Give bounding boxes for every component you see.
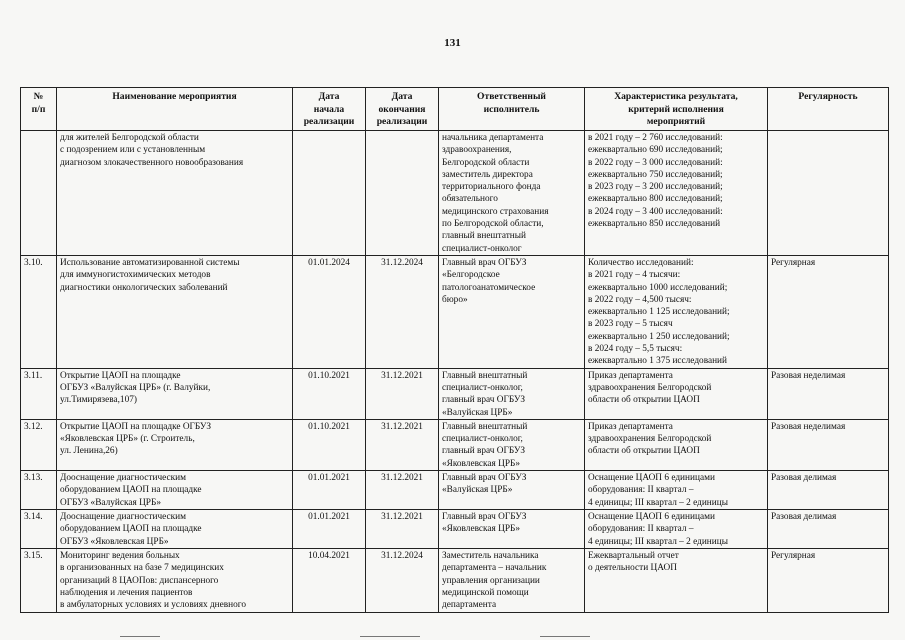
- header-responsible-line: исполнитель: [483, 103, 540, 115]
- activity-name-line: Дооснащение диагностическим: [60, 473, 186, 484]
- activity-name-line: Дооснащение диагностическим: [60, 512, 186, 523]
- activity-name-line: Использование автоматизированной системы: [60, 257, 240, 268]
- end-date: [366, 131, 439, 256]
- activities-table: [20, 87, 889, 613]
- table-row: [21, 255, 889, 368]
- result: [585, 510, 768, 549]
- responsible-line: «Яковлевская ЦРБ»: [442, 458, 521, 469]
- responsible-line: по Белгородской области,: [442, 219, 544, 230]
- regularity: Разовая делимая: [768, 510, 889, 549]
- result: [585, 548, 768, 612]
- row-number: [21, 131, 57, 256]
- result-line: в 2024 году – 5,5 тысяч:: [588, 344, 683, 355]
- result-line: Количество исследований:: [588, 257, 694, 268]
- header-result-line: Характеристика результата,: [614, 91, 738, 102]
- responsible-line: Главный внештатный: [442, 370, 528, 381]
- activity-name: [57, 419, 293, 470]
- result-line: в 2021 году – 4 тысячи:: [588, 270, 681, 281]
- activity-name-line: ул.Тимирязева,107): [60, 395, 137, 406]
- end-date: 31.12.2021: [366, 419, 439, 470]
- activity-name: [57, 368, 293, 419]
- responsible-line: специалист-онколог,: [442, 434, 523, 445]
- activity-name: [57, 131, 293, 256]
- row-number: 3.11.: [21, 368, 57, 419]
- responsible: [439, 510, 585, 549]
- responsible-line: специалист-онколог: [442, 243, 522, 254]
- header-result-line: критерий исполнения: [628, 103, 724, 115]
- result-line: ежеквартально 1 125 исследований;: [588, 307, 730, 318]
- result-line: ежеквартально 1000 исследований;: [588, 282, 728, 293]
- table-row: [21, 471, 889, 510]
- header-number-line: п/п: [31, 103, 46, 115]
- result-line: ежеквартально 750 исследований;: [588, 169, 723, 180]
- result-line: ежеквартально 1 375 исследований: [588, 356, 728, 367]
- result: [585, 131, 768, 256]
- regularity: [768, 131, 889, 256]
- header-start-date-line: начала: [313, 103, 345, 115]
- responsible-line: здравоохранения,: [442, 145, 512, 156]
- activity-name-line: ОГБУЗ «Валуйская ЦРБ»: [60, 497, 161, 508]
- result-line: области об открытии ЦАОП: [588, 446, 700, 457]
- regularity: Разовая неделимая: [768, 419, 889, 470]
- header-end-date-line: реализации: [376, 116, 428, 128]
- responsible: [439, 255, 585, 368]
- activity-name-line: Открытие ЦАОП на площадке: [60, 370, 181, 381]
- row-number: 3.10.: [21, 255, 57, 368]
- result-line: Приказ департамента: [588, 370, 673, 381]
- result-line: Оснащение ЦАОП 6 единицами: [588, 473, 715, 484]
- responsible-line: Главный внештатный: [442, 421, 528, 432]
- responsible-line: департамента – начальник: [442, 563, 547, 574]
- result-line: ежеквартально 690 исследований;: [588, 145, 723, 156]
- row-number: 3.12.: [21, 419, 57, 470]
- row-number: 3.13.: [21, 471, 57, 510]
- result-line: оборудования: II квартал –: [588, 524, 694, 535]
- result-line: в 2021 году – 2 760 исследований:: [588, 133, 723, 143]
- header-result: [585, 88, 768, 131]
- scan-artifact: [360, 636, 420, 637]
- result-line: в 2022 году – 4,500 тысяч:: [588, 294, 692, 305]
- result: [585, 471, 768, 510]
- responsible-line: главный внештатный: [442, 231, 526, 242]
- table-row: [21, 131, 889, 256]
- start-date: [293, 131, 366, 256]
- start-date: 01.10.2021: [293, 368, 366, 419]
- result-line: в 2024 году – 3 400 исследований:: [588, 206, 723, 217]
- start-date: 10.04.2021: [293, 548, 366, 612]
- scan-artifact: [540, 636, 590, 637]
- result-line: 4 единицы; III квартал – 2 единицы: [588, 536, 728, 547]
- activity-name-line: оборудованием ЦАОП на площадке: [60, 485, 202, 496]
- header-end-date-line: окончания: [378, 103, 426, 115]
- responsible-line: начальника департамента: [442, 133, 544, 143]
- header-number-line: №: [33, 91, 44, 102]
- activity-name-line: ул. Ленина,26): [60, 446, 118, 457]
- activity-name-line: ОГБУЗ «Валуйская ЦРБ» (г. Валуйки,: [60, 382, 211, 393]
- result-line: здравоохранения Белгородской: [588, 382, 712, 393]
- result-line: 4 единицы; III квартал – 2 единицы: [588, 497, 728, 508]
- header-start-date-line: Дата: [318, 91, 340, 102]
- activity-name: [57, 510, 293, 549]
- header-start-date: [293, 88, 366, 131]
- responsible-line: обязательного: [442, 194, 498, 205]
- responsible: [439, 419, 585, 470]
- regularity: Регулярная: [768, 255, 889, 368]
- end-date: 31.12.2021: [366, 471, 439, 510]
- result: [585, 368, 768, 419]
- responsible-line: «Белгородское: [442, 270, 500, 281]
- responsible-line: территориального фонда: [442, 182, 541, 193]
- activity-name-line: ОГБУЗ «Яковлевская ЦРБ»: [60, 536, 169, 547]
- activity-name: [57, 548, 293, 612]
- responsible: [439, 548, 585, 612]
- header-activity-name-line: Наименование мероприятия: [112, 91, 237, 102]
- responsible-line: бюро»: [442, 294, 468, 305]
- activity-name: [57, 255, 293, 368]
- scan-artifact: [120, 636, 160, 637]
- activity-name-line: для иммуногистохимических методов: [60, 270, 211, 281]
- result-line: в 2023 году – 3 200 исследований;: [588, 182, 723, 193]
- responsible: [439, 131, 585, 256]
- table-row: [21, 548, 889, 612]
- result-line: области об открытии ЦАОП: [588, 395, 700, 406]
- responsible-line: Белгородской области: [442, 157, 530, 168]
- activity-name-line: «Яковлевская ЦРБ» (г. Строитель,: [60, 434, 195, 445]
- header-responsible: [439, 88, 585, 131]
- header-end-date: [366, 88, 439, 131]
- activity-name-line: Открытие ЦАОП на площадке ОГБУЗ: [60, 421, 212, 432]
- header-result-line: мероприятий: [646, 116, 706, 128]
- activity-name-line: с подозрением или с установленным: [60, 145, 206, 156]
- activity-name-line: оборудованием ЦАОП на площадке: [60, 524, 202, 535]
- result-line: Ежеквартальный отчет: [588, 550, 679, 561]
- start-date: 01.10.2021: [293, 419, 366, 470]
- responsible-line: Главный врач ОГБУЗ: [442, 473, 527, 484]
- header-activity-name: [57, 88, 293, 131]
- result-line: здравоохранения Белгородской: [588, 434, 712, 445]
- end-date: 31.12.2024: [366, 548, 439, 612]
- responsible-line: департамента: [442, 600, 497, 611]
- result-line: ежеквартально 850 исследований: [588, 219, 721, 230]
- activity-name: [57, 471, 293, 510]
- end-date: 31.12.2021: [366, 510, 439, 549]
- table-header-row: [21, 88, 889, 131]
- page-number: 131: [444, 37, 461, 49]
- activity-name-line: в организованных на базе 7 медицинских: [60, 563, 224, 574]
- result-line: о деятельности ЦАОП: [588, 563, 677, 574]
- responsible-line: главный врач ОГБУЗ: [442, 395, 526, 406]
- table-row: [21, 419, 889, 470]
- responsible-line: Главный врач ОГБУЗ: [442, 512, 527, 523]
- start-date: 01.01.2021: [293, 510, 366, 549]
- result-line: оборудования: II квартал –: [588, 485, 694, 496]
- end-date: 31.12.2024: [366, 255, 439, 368]
- table-row: [21, 510, 889, 549]
- start-date: 01.01.2021: [293, 471, 366, 510]
- row-number: 3.14.: [21, 510, 57, 549]
- responsible-line: заместитель директора: [442, 169, 533, 180]
- table-row: [21, 368, 889, 419]
- responsible-line: медицинского страхования: [442, 206, 549, 217]
- activity-name-line: диагнозом злокачественного новообразования: [60, 157, 244, 168]
- activity-name-line: для жителей Белгородской области: [60, 133, 199, 143]
- start-date: 01.01.2024: [293, 255, 366, 368]
- regularity: Разовая делимая: [768, 471, 889, 510]
- activity-name-line: диагностики онкологических заболеваний: [60, 282, 228, 293]
- result: [585, 255, 768, 368]
- responsible-line: патологоанатомическое: [442, 282, 536, 293]
- activity-name-line: в амбулаторных условиях и условиях дневного: [60, 600, 247, 611]
- responsible: [439, 368, 585, 419]
- end-date: 31.12.2021: [366, 368, 439, 419]
- result-line: в 2023 году – 5 тысяч: [588, 319, 673, 330]
- responsible-line: специалист-онколог,: [442, 382, 523, 393]
- header-number: [21, 88, 57, 131]
- responsible-line: главный врач ОГБУЗ: [442, 446, 526, 457]
- row-number: 3.15.: [21, 548, 57, 612]
- activity-name-line: организаций 8 ЦАОПов: диспансерного: [60, 575, 219, 586]
- responsible-line: управления организации: [442, 575, 540, 586]
- header-responsible-line: Ответственный: [477, 91, 546, 102]
- header-regularity-line: Регулярность: [798, 91, 858, 102]
- result-line: в 2022 году – 3 000 исследований:: [588, 157, 723, 168]
- header-regularity: [768, 88, 889, 131]
- responsible-line: «Валуйская ЦРБ»: [442, 485, 513, 496]
- responsible: [439, 471, 585, 510]
- responsible-line: Заместитель начальника: [442, 550, 539, 561]
- result: [585, 419, 768, 470]
- responsible-line: Главный врач ОГБУЗ: [442, 257, 527, 268]
- activity-name-line: наблюдения и лечения пациентов: [60, 587, 193, 598]
- result-line: ежеквартально 1 250 исследований;: [588, 331, 730, 342]
- result-line: Приказ департамента: [588, 421, 673, 432]
- responsible-line: «Яковлевская ЦРБ»: [442, 524, 521, 535]
- responsible-line: «Валуйская ЦРБ»: [442, 407, 513, 418]
- regularity: Регулярная: [768, 548, 889, 612]
- responsible-line: медицинской помощи: [442, 587, 529, 598]
- header-start-date-line: реализации: [303, 116, 355, 128]
- result-line: Оснащение ЦАОП 6 единицами: [588, 512, 715, 523]
- header-end-date-line: Дата: [391, 91, 413, 102]
- result-line: ежеквартально 800 исследований;: [588, 194, 723, 205]
- activity-name-line: Мониторинг ведения больных: [60, 550, 180, 561]
- regularity: Разовая неделимая: [768, 368, 889, 419]
